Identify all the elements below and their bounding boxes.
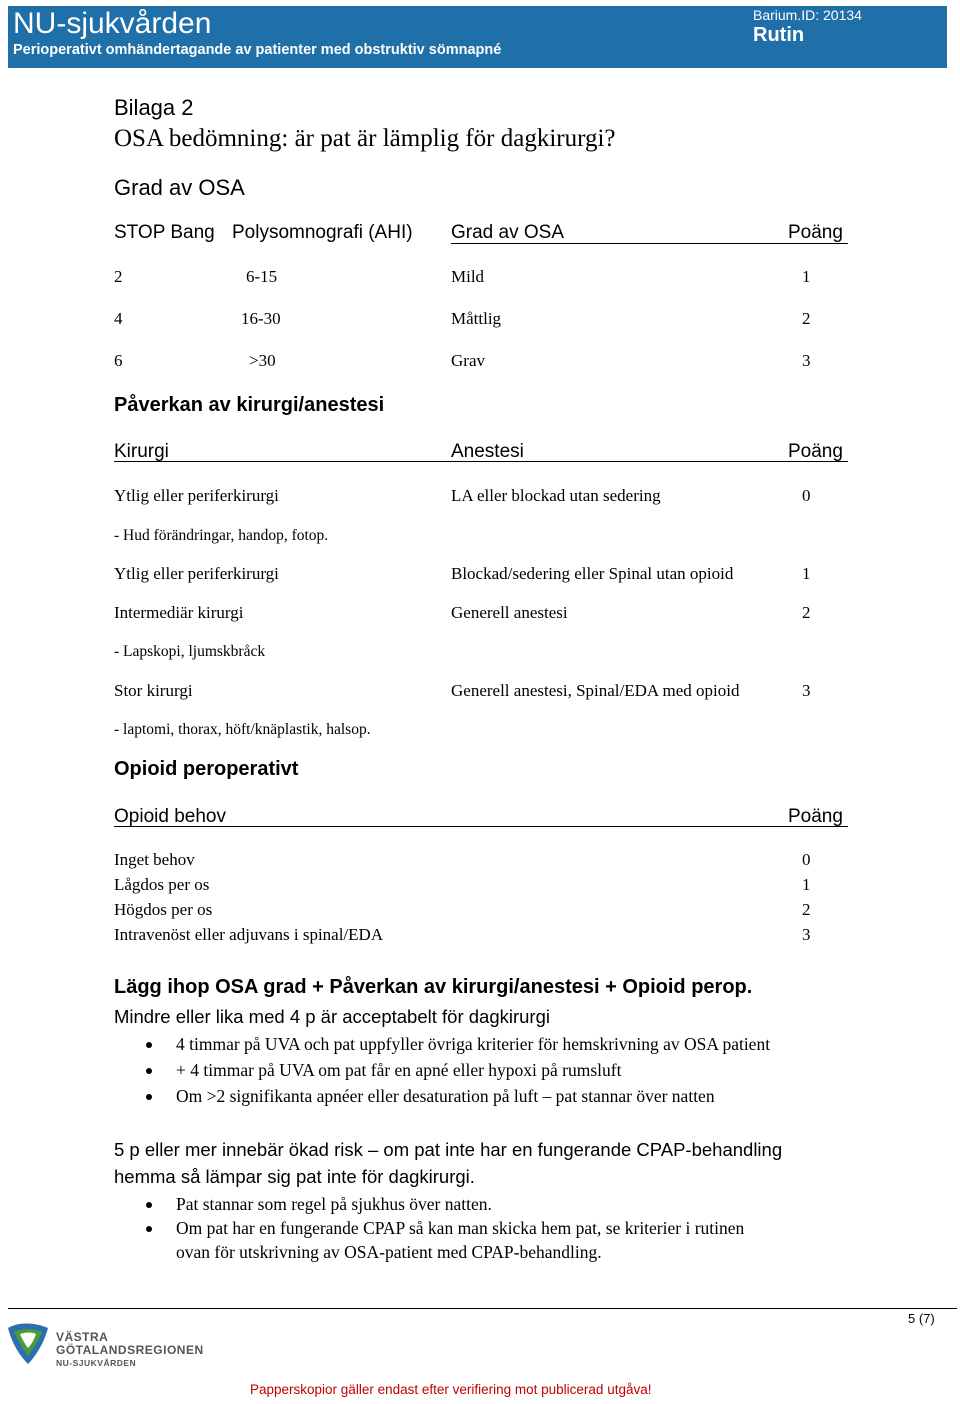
- impact-row-3-points: 2: [802, 603, 811, 622]
- opioid-row-3-points: 2: [802, 900, 811, 919]
- grade-col-grade: Grad av OSA: [451, 222, 564, 243]
- impact-header-rule: [114, 461, 848, 462]
- grade-row-2-points: 2: [802, 309, 811, 328]
- vgr-logo: [4, 1318, 234, 1370]
- grade-col-stopbang: STOP Bang: [114, 222, 215, 243]
- impact-row-2-surgery: Ytlig eller periferkirurgi: [114, 564, 279, 583]
- summary-bullet-2-1: Pat stannar som regel på sjukhus över natten.: [176, 1194, 492, 1214]
- impact-row-1-points: 0: [802, 486, 811, 505]
- summary-bullet-2-2-cont: ovan för utskrivning av OSA-patient med CPAP-behandling.: [176, 1242, 602, 1262]
- grade-row-1-stopbang: 2: [114, 267, 123, 286]
- impact-row-4-points: 3: [802, 681, 811, 700]
- grade-row-1-ahi: 6-15: [246, 267, 278, 286]
- footer-notice: Papperskopior gäller endast efter verifiering mot publicerad utgåva!: [250, 1382, 652, 1397]
- summary-line-2b: hemma så lämpar sig pat inte för dagkirurgi.: [114, 1166, 475, 1187]
- opioid-row-3-need: Högdos per os: [114, 900, 213, 919]
- header-doc-type: Rutin: [753, 24, 805, 46]
- opioid-row-2-points: 1: [802, 875, 811, 894]
- bullet-dot: [146, 1202, 152, 1208]
- grade-col-points: Poäng: [788, 222, 843, 243]
- opioid-row-1-need: Inget behov: [114, 850, 195, 869]
- bullet-dot: [146, 1094, 152, 1100]
- summary-bullet-1-3: Om >2 signifikanta apnéer eller desaturation på luft – pat stannar över natten: [176, 1086, 715, 1106]
- grade-heading: Grad av OSA: [114, 175, 245, 200]
- page-number: 5 (7): [908, 1311, 935, 1326]
- grade-row-3-points: 3: [802, 351, 811, 370]
- header-doc-id: Barium.ID: 20134: [753, 7, 862, 23]
- impact-col-points: Poäng: [788, 441, 843, 462]
- logo-line-3: NU-SJUKVÅRDEN: [56, 1358, 137, 1368]
- opioid-row-1-points: 0: [802, 850, 811, 869]
- footer-rule: [8, 1308, 957, 1309]
- grade-row-2-grade: Måttlig: [451, 309, 502, 328]
- opioid-row-4-points: 3: [802, 925, 811, 944]
- vgr-logo-icon: [4, 1318, 54, 1368]
- logo-line-1: VÄSTRA: [56, 1330, 109, 1344]
- impact-row-2-anesthesia: Blockad/sedering eller Spinal utan opioid: [451, 564, 734, 583]
- header-subtitle: Perioperativt omhändertagande av patienter med obstruktiv sömnapné: [13, 42, 502, 58]
- grade-row-2-stopbang: 4: [114, 309, 123, 328]
- impact-note-3: - laptomi, thorax, höft/knäplastik, halsop.: [114, 721, 371, 738]
- summary-bullet-1-1: 4 timmar på UVA och pat uppfyller övriga kriterier för hemskrivning av OSA patient: [176, 1034, 771, 1054]
- bullet-dot: [146, 1068, 152, 1074]
- impact-row-4-anesthesia: Generell anestesi, Spinal/EDA med opioid: [451, 681, 740, 700]
- impact-row-3-anesthesia: Generell anestesi: [451, 603, 568, 622]
- opioid-row-4-need: Intravenöst eller adjuvans i spinal/EDA: [114, 925, 384, 944]
- grade-row-1-grade: Mild: [451, 267, 485, 286]
- bullet-dot: [146, 1042, 152, 1048]
- summary-bold-line: Lägg ihop OSA grad + Påverkan av kirurgi/anestesi + Opioid perop.: [114, 976, 753, 998]
- impact-heading: Påverkan av kirurgi/anestesi: [114, 394, 385, 416]
- appendix-title: OSA bedömning: är pat är lämplig för dagkirurgi?: [114, 125, 616, 152]
- opioid-col-need: Opioid behov: [114, 806, 226, 827]
- impact-col-surgery: Kirurgi: [114, 441, 169, 462]
- opioid-col-points: Poäng: [788, 806, 843, 827]
- opioid-heading: Opioid peroperativt: [114, 758, 299, 780]
- impact-note-2: - Lapskopi, ljumskbråck: [114, 643, 266, 660]
- logo-line-2: GÖTALANDSREGIONEN: [56, 1343, 204, 1357]
- grade-row-2-ahi: 16-30: [241, 309, 281, 328]
- impact-note-1: - Hud förändringar, handop, fotop.: [114, 527, 329, 544]
- summary-bullet-1-2: + 4 timmar på UVA om pat får en apné eller hypoxi på rumsluft: [176, 1060, 622, 1080]
- impact-row-4-surgery: Stor kirurgi: [114, 681, 193, 700]
- impact-row-1-surgery: Ytlig eller periferkirurgi: [114, 486, 279, 505]
- opioid-header-rule: [114, 826, 848, 827]
- bullet-dot: [146, 1226, 152, 1232]
- grade-row-3-grade: Grav: [451, 351, 485, 370]
- header-title: NU-sjukvården: [13, 7, 212, 40]
- summary-line-2a: 5 p eller mer innebär ökad risk – om pat inte har en fungerande CPAP-behandling: [114, 1139, 783, 1160]
- grade-row-3-stopbang: 6: [114, 351, 123, 370]
- summary-line-1: Mindre eller lika med 4 p är acceptabelt för dagkirurgi: [114, 1006, 550, 1027]
- impact-row-2-points: 1: [802, 564, 811, 583]
- appendix-label: Bilaga 2: [114, 95, 194, 120]
- summary-bullet-2-2: Om pat har en fungerande CPAP så kan man skicka hem pat, se kriterier i rutinen: [176, 1218, 745, 1238]
- impact-col-anesthesia: Anestesi: [451, 441, 524, 462]
- grade-row-3-ahi: >30: [249, 351, 276, 370]
- grade-header-rule: [451, 243, 848, 244]
- document-header: [8, 6, 947, 68]
- opioid-row-2-need: Lågdos per os: [114, 875, 210, 894]
- impact-row-1-anesthesia: LA eller blockad utan sedering: [451, 486, 661, 505]
- impact-row-3-surgery: Intermediär kirurgi: [114, 603, 244, 622]
- grade-col-ahi: Polysomnografi (AHI): [232, 222, 413, 243]
- grade-row-1-points: 1: [802, 267, 811, 286]
